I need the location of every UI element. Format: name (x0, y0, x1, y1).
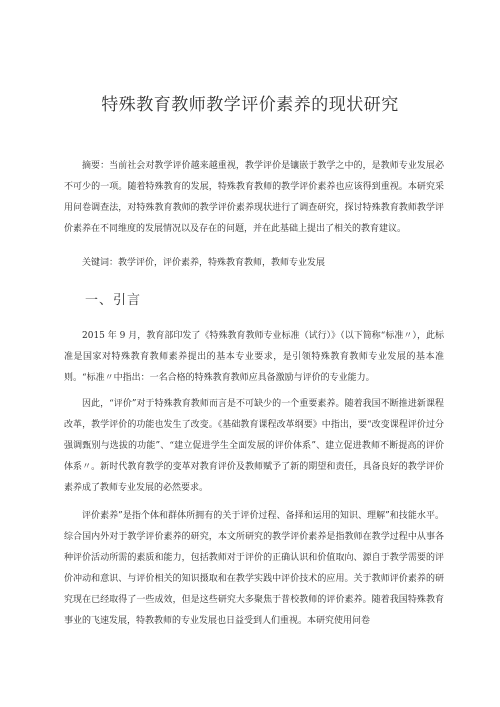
paper-title: 特殊教育教师教学评价素养的现状研究 (101, 95, 399, 115)
body-paragraph: 2015 年 9 月，教育部印发了《特殊教育教师专业标准（试行）》（以下简称“标准〃），此标准是国家对特殊教育教师素养提出的基本专业要求，是引领特殊教育教师专业发展的基本准则。“标准〃中指出：一名合格的特殊教育教师应具备激励与评价的专业能力。 (64, 331, 444, 383)
body-paragraph-1-block (64, 326, 444, 389)
section-heading-introduction: 一、引言 (85, 293, 142, 308)
body-paragraph: 因此，“评价”对于特殊教育教师而言是不可缺少的一个重要素养。随着我国不断推进新课程改革，教学评价的功能也发生了改变。《基础教育课程改革纲要》中指出，要“改变课程评价过分强调甄别与选拔的功能”、“建立促进学生全面发展的评价体系”、建立促进教师不断提高的评价体系〃。新时代教育教学的变革对教育评价及教师赋予了新的期望和责任，具备良好的教学评价素养成了教师专业发展的必然要求。 (64, 399, 444, 493)
abstract-text: 摘要：当前社会对教学评价越来越重视，教学评价是镶嵌于教学之中的，是教师专业发展必不可少的一项。随着特殊教育的发展，特殊教育教师的教学评价素养也应该得到重视。本研究采用问卷调查法，对特殊教育教师的教学评价素养现状进行了调查研究，探讨特殊教育教师教学评价素养在不同维度的发展情况以及存在的问题，并在此基础上提出了相关的教育建议。 (64, 161, 444, 234)
body-paragraph-3-block (64, 506, 444, 632)
keywords-line: 关键词：教学评价，评价素养，特殊教育教师，教师专业发展 (82, 258, 326, 268)
body-paragraph: 评价素养”是指个体和群体所拥有的关于评价过程、备择和运用的知识、理解”和技能水平。综合国内外对于教学评价素养的研究，本文所研究的教学评价素养是指教师在教学过程中从事各种评价活动所需的素质和能力，包括教师对于评价的正确认识和价值取向、源自于教学需要的评价冲动和意识、与评价相关的知识摄取和在教学实践中评价技术的应用。关于教师评价素养的研究现在已经取得了一些成效，但是这些研究大多聚焦于普校教师的评价素养。随着我国特殊教育事业的飞速发展，特教教师的专业发展也日益受到人们重视。本研究使用问卷 (64, 511, 444, 626)
body-paragraph-2-block (64, 394, 444, 499)
abstract-block (64, 156, 444, 240)
